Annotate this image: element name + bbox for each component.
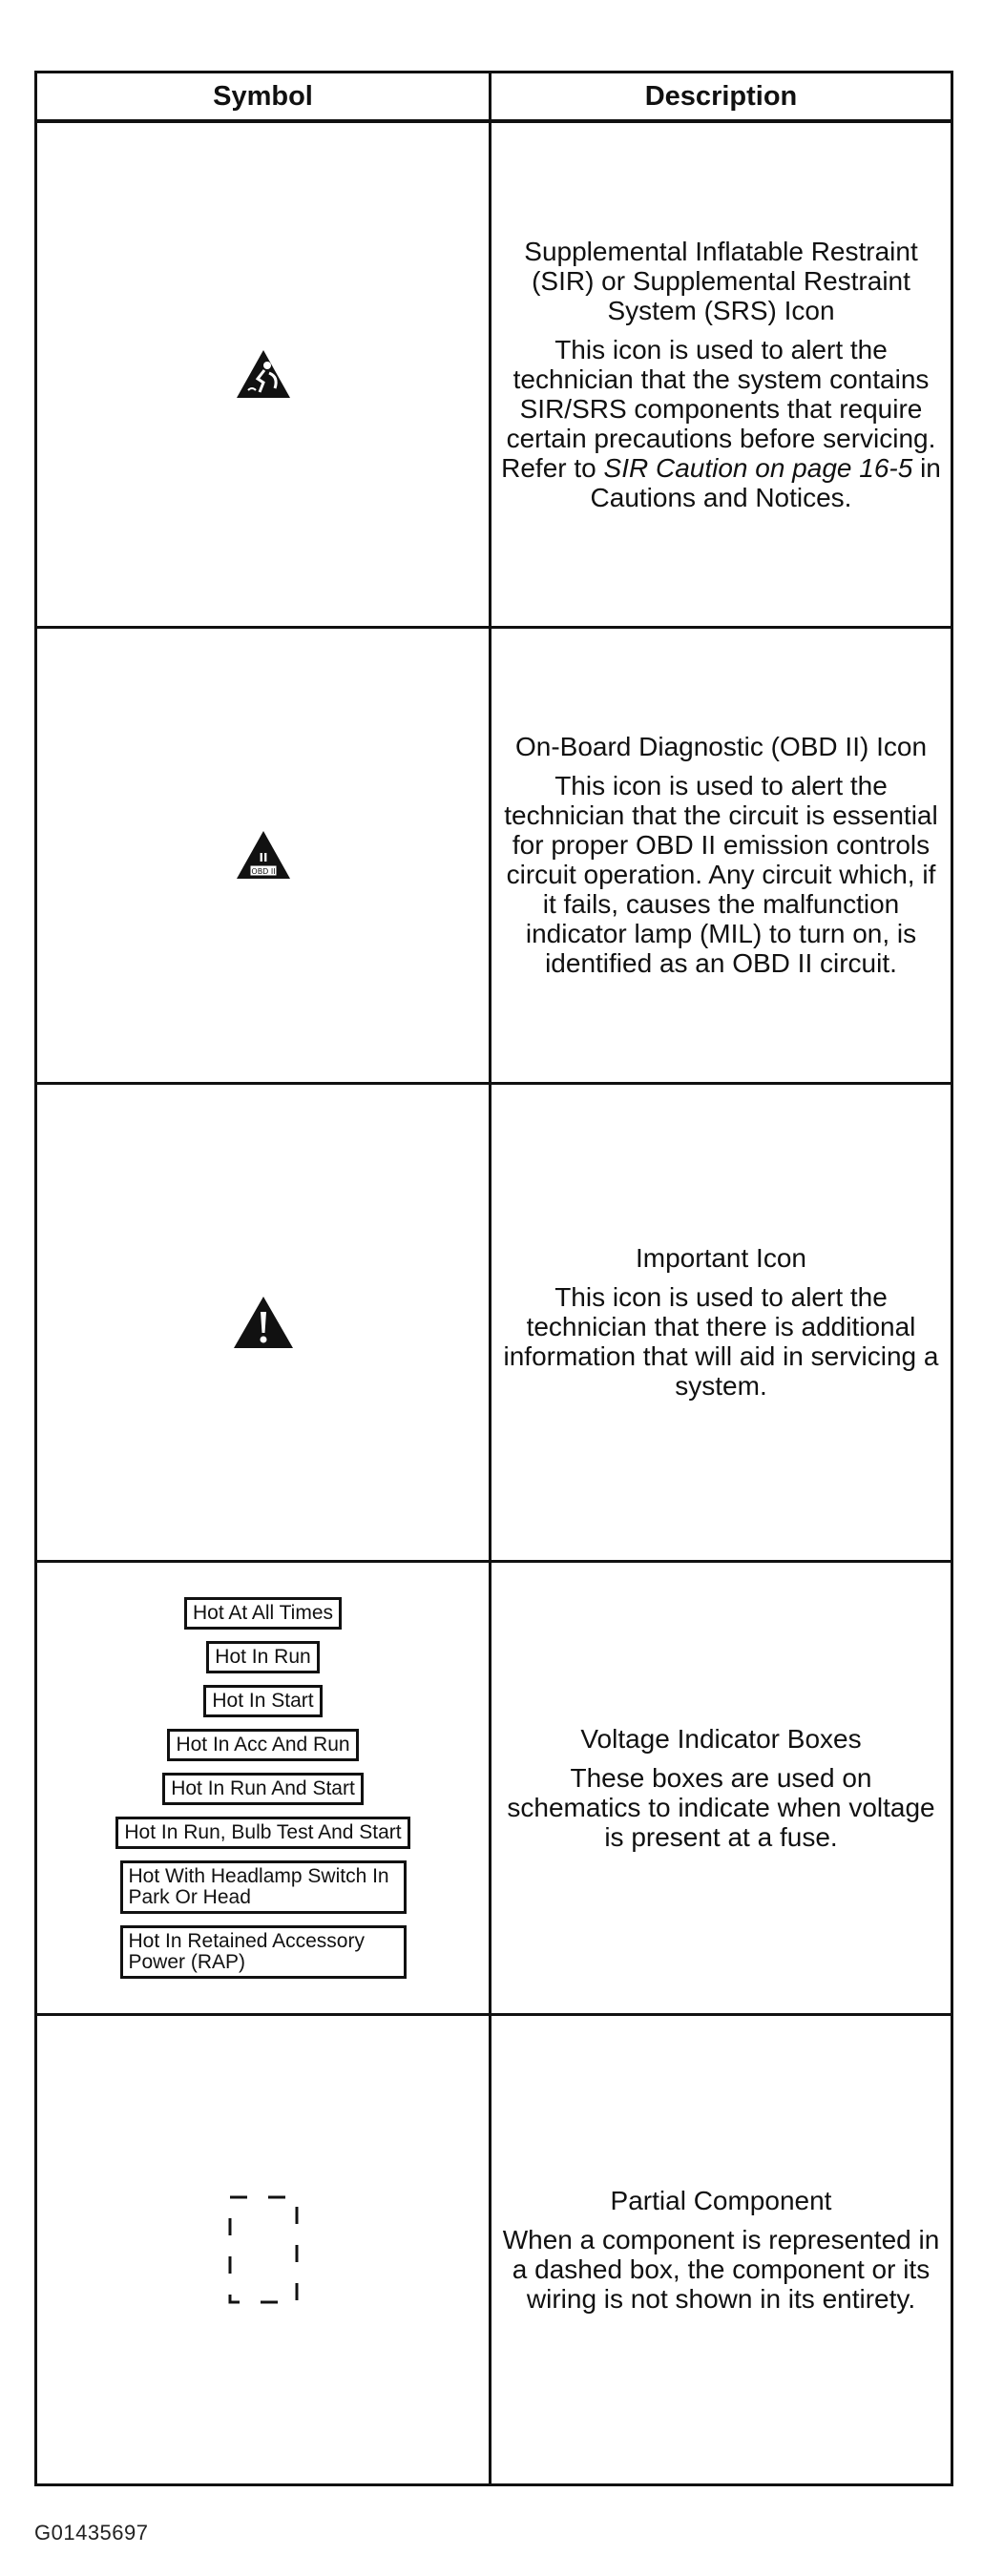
table-header-row (36, 73, 952, 122)
row-title: Supplemental Inflatable Restraint (SIR) or Supplemental Restraint System (SRS) Icon (524, 236, 918, 325)
description-cell (491, 121, 952, 627)
voltage-box: Hot In Run, Bulb Test And Start (115, 1817, 409, 1849)
important-warning-icon (232, 1295, 295, 1350)
row-title: Voltage Indicator Boxes (580, 1723, 862, 1754)
sir-airbag-warning-icon (235, 348, 292, 400)
voltage-box: Hot In Run (206, 1641, 319, 1673)
voltage-box: Hot In Acc And Run (167, 1729, 358, 1761)
row-title: On-Board Diagnostic (OBD II) Icon (514, 732, 928, 761)
description-cell (491, 1083, 952, 1561)
table-row (36, 1083, 952, 1561)
symbol-legend-table (34, 71, 953, 2486)
symbol-cell (36, 627, 491, 1083)
symbol-cell (36, 1083, 491, 1561)
voltage-box-list (37, 1597, 489, 1979)
symbol-cell (36, 121, 491, 627)
row-body-text-suffix: in Cautions and Notices. (590, 452, 941, 512)
description-column-header: Description (491, 73, 952, 122)
row-body-text: This icon is used to alert the technician that the system contains SIR/SRS components that require certain precautions before servicing. Refer to (501, 334, 936, 483)
obd-icon-top-text: II (259, 851, 267, 864)
table-row (36, 2014, 952, 2484)
table-row (36, 627, 952, 1083)
row-body: This icon is used to alert the technician that the circuit is essential for proper OBD II emission controls circuit operation. Any circuit which, if it fails, causes the malfunction indicator lamp (MIL) to turn on, is identified as an OBD II circuit. (504, 771, 938, 978)
table-row (36, 121, 952, 627)
figure-code: G01435697 (34, 2521, 149, 2545)
sir-caution-reference[interactable]: SIR Caution on page 16-5 (603, 452, 913, 483)
description-cell (491, 1561, 952, 2014)
voltage-box: Hot In Retained Accessory Power (RAP) (120, 1925, 407, 1979)
row-body: When a component is represented in a dashed box, the component or its wiring is not shown in its entirety. (502, 2224, 940, 2314)
symbol-cell (36, 1561, 491, 2014)
table-row (36, 1561, 952, 2014)
obd-icon-bottom-text: OBD II (250, 867, 276, 876)
row-body: These boxes are used on schematics to indicate when voltage is present at a fuse. (507, 1762, 935, 1852)
voltage-box: Hot With Headlamp Switch In Park Or Head (120, 1860, 407, 1914)
partial-component-dashed-box-icon (211, 2188, 316, 2312)
voltage-box: Hot In Run And Start (162, 1773, 364, 1805)
obd-ii-warning-icon (235, 829, 292, 881)
description-cell (491, 627, 952, 1083)
symbol-column-header: Symbol (36, 73, 491, 122)
row-body (501, 335, 941, 512)
voltage-box: Hot In Start (203, 1685, 322, 1717)
row-title: Important Icon (636, 1243, 806, 1273)
row-title: Partial Component (610, 2185, 832, 2215)
symbol-cell (36, 2014, 491, 2484)
voltage-box: Hot At All Times (184, 1597, 342, 1630)
symbol-legend-sheet (34, 71, 951, 2486)
description-cell (491, 2014, 952, 2484)
row-body: This icon is used to alert the technician that there is additional information that will aid in servicing a system. (503, 1282, 939, 1401)
